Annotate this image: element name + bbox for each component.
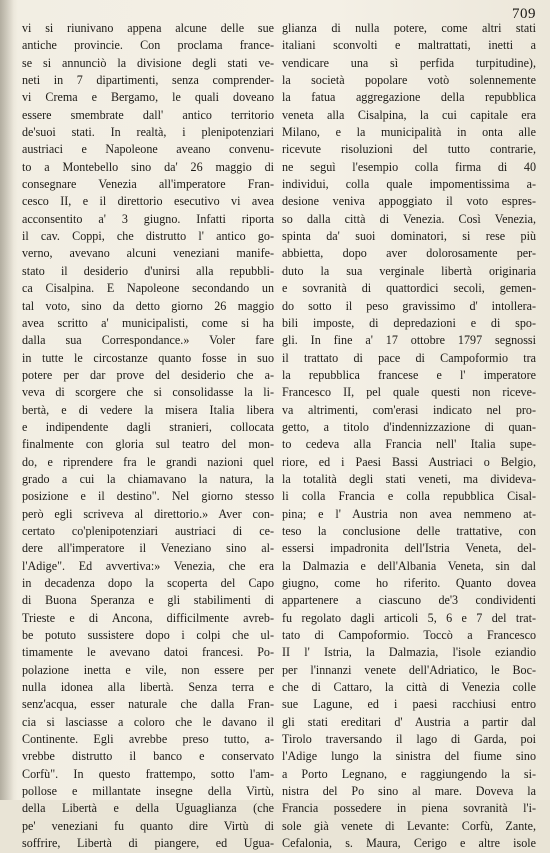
text-line: il cav. Coppi, che distrutto l' antico go-: [22, 229, 274, 244]
text-line: fu regolato dagli articoli 5, 6 e 7 del trat-: [282, 610, 536, 625]
text-line: Francesco II, pel quale questi non riceve-: [282, 385, 536, 400]
text-line: timamente le avevano datoi francesi. Po-: [22, 645, 274, 660]
left-text-column: [22, 20, 274, 853]
text-line: essersi impadronita dell'Istria Veneta, del-: [282, 541, 536, 556]
text-line: verno, avevano alcuni veneziani manife-: [22, 246, 274, 261]
text-line: pe' veneziani fu quanto dire Virtù di: [22, 818, 274, 833]
text-line: Trieste e di Ancona, difficilmente avreb-: [22, 610, 274, 625]
text-line: l'Adige". Ed avvertiva:» Venezia, che era: [22, 558, 274, 573]
text-line: Tirolo traversando il lago di Garda, poi: [282, 732, 536, 747]
text-line: II l' Istria, la Dalmazia, l'isole eziandio: [282, 645, 536, 660]
text-line: de'suoi stati. In realtà, i plenipotenziari: [22, 125, 274, 140]
text-line: certato co'plenipotenziari austriaci di ce-: [22, 523, 274, 538]
text-line: ricevute risoluzioni del tutto contrarie,: [282, 142, 536, 157]
text-line: senz'acqua, esser naturale che dalla Fran-: [22, 697, 274, 712]
text-line: vendicare una sì perfida turpitudine),: [282, 55, 536, 70]
text-line: so dalla città di Venezia. Così Venezia,: [282, 211, 536, 226]
text-line: nistra del Po sino al mare. Doveva la: [282, 784, 536, 799]
text-line: Francia possedere in piena sovranità l'i-: [282, 801, 536, 816]
text-line: tato di Campoformio. Toccò a Francesco: [282, 628, 536, 643]
text-line: vrebbe distrutto il banco e conservato: [22, 749, 274, 764]
text-line: Milano, e la municipalità in onta alle: [282, 125, 536, 140]
text-line: individui, colla quale impomentissima a-: [282, 177, 536, 192]
text-line: il trattato di pace di Campoformio tra: [282, 350, 536, 365]
text-line: la Dalmazia e dell'Albania Veneta, sin dal: [282, 558, 536, 573]
right-text-column: [282, 20, 536, 853]
text-line: la società popolare votò solennemente: [282, 73, 536, 88]
text-line: va altrimenti, com'erasi indicato nel pro-: [282, 402, 536, 417]
text-line: austriaci e Napoleone aveano convenu-: [22, 142, 274, 157]
text-line: vi Crema e Bergamo, le quali doveano: [22, 90, 274, 105]
text-line: to a Montebello sino da' 26 maggio di: [22, 159, 274, 174]
text-line: giugno, come ho riferito. Quanto dovea: [282, 576, 536, 590]
text-line: di Buona Speranza e gli stabilimenti di: [22, 593, 274, 608]
text-line: to cedeva alla Francia nell' Italia supe-: [282, 437, 536, 452]
text-line: posizione e il destino". Nel giorno stesso: [22, 489, 274, 504]
text-line: neti in 7 dipartimenti, senza comprender-: [22, 73, 274, 88]
text-line: la fatua aggregazione della repubblica: [282, 90, 536, 105]
text-line: nulla idonea alla libertà. Senza terra e: [22, 680, 274, 695]
text-line: Corfù". In questo frattempo, sotto l'am-: [22, 766, 274, 781]
text-line: stato il desiderio d'unirsi alla repubbli-: [22, 263, 274, 278]
text-line: la totalità degli stati veneti, ma divideva-: [282, 471, 536, 486]
text-line: duto la sua verginale libertà originaria: [282, 263, 536, 278]
text-line: ca Cisalpina. E Napoleone secondando un: [22, 281, 274, 296]
text-line: pina; e l' Austria non avea nemmeno at-: [282, 506, 536, 521]
text-line: acconsentito a' 3 giugno. Infatti riporta: [22, 211, 274, 226]
text-line: dalla sua Correspondance.» Voler fare: [22, 333, 274, 348]
text-line: l'Adige lungo la sinistra del fiume sino: [282, 749, 536, 764]
text-line: sue Lagune, ed i paesi racchiusi entro: [282, 697, 536, 712]
text-line: della Libertà e della Uguaglianza (che: [22, 801, 274, 816]
text-line: riore, ed i Paesi Bassi Austriaci o Belgio,: [282, 454, 536, 469]
text-line: gli. In fine a' 17 ottobre 1797 segnossi: [282, 333, 536, 348]
text-line: in decadenza dopo la scoperta del Capo: [22, 576, 274, 590]
text-line: veneta alla Cisalpina, la cui capitale era: [282, 107, 536, 122]
text-line: cesco II, e il direttorio esecutivo vi avea: [22, 194, 274, 209]
text-line: grado a cui la chiamavano la natura, la: [22, 471, 274, 486]
text-line: dere all'imperatore il Veneziano sino al-: [22, 541, 274, 556]
text-line: la repubblica francese e l' imperatore: [282, 367, 536, 382]
text-line: pollose e millantate insegne della Virtù,: [22, 784, 274, 799]
text-line: ne seguì l'esempio colla firma di 40: [282, 159, 536, 174]
text-line: che di Cattaro, la città di Venezia colle: [282, 680, 536, 695]
text-line: se si annunciò la divisione degli stati ve-: [22, 55, 274, 70]
text-line: bertà, e di vedere la misera Italia libera: [22, 402, 274, 417]
text-line: Continente. Egli avrebbe preso tutto, a-: [22, 732, 274, 747]
text-line: italiani sconvolti e maltrattati, inetti a: [282, 38, 536, 53]
text-line: spinta da' suoi dominatori, si rese più: [282, 229, 536, 244]
text-line: avea scritto a' municipalisti, come si ha: [22, 315, 274, 330]
text-line: finalmente con gloria sul teatro del mon-: [22, 437, 274, 452]
text-line: vi si riunivano appena alcune delle sue: [22, 21, 274, 35]
text-line: però egli scriveva al direttorio.» Aver con-: [22, 506, 274, 521]
text-line: abbietta, dopo aver dolorosamente per-: [282, 246, 536, 261]
text-line: sole già venete di Levante: Corfù, Zante,: [282, 818, 536, 833]
text-line: tal voto, sino da detto giorno 26 maggio: [22, 298, 274, 313]
text-line: getto, a titolo d'indennizzazione di quan-: [282, 419, 536, 434]
text-line: veva di scorgere che si consolidasse la li-: [22, 385, 274, 400]
text-line: antiche provincie. Con proclama france-: [22, 38, 274, 53]
text-line: desione veniva appoggiato il voto espres-: [282, 194, 536, 209]
page-number: 709: [512, 6, 536, 22]
text-line: polazione inetta e vile, non essere per: [22, 662, 274, 677]
text-line: essere smembrate dall' antico territorio: [22, 107, 274, 122]
text-line: in tutte le circostanze quanto fosse in suo: [22, 350, 274, 365]
text-line: appartenere a ciascuno de'3 condividenti: [282, 593, 536, 608]
text-line: teso la conclusione delle trattative, con: [282, 523, 536, 538]
text-line: bili imposte, di depredazioni e di spo-: [282, 315, 536, 330]
text-line: cia si lasciasse a coloro che le davano il: [22, 714, 274, 729]
text-line: glianza di nulla potere, come altri stati: [282, 21, 536, 35]
text-line: e indipendente dagli stranieri, collocata: [22, 419, 274, 434]
text-line: be potuto sussistere dopo i colpi che ul-: [22, 628, 274, 643]
text-line: a Porto Legnano, e raggiungendo la si-: [282, 766, 536, 781]
binding-shadow: [0, 0, 14, 800]
text-line: li colla Francia e colla repubblica Cisal-: [282, 489, 536, 504]
text-line: potere per dar prove del desiderio che a-: [22, 367, 274, 382]
text-line: per l'innanzi venete dell'Adriatico, le Boc-: [282, 662, 536, 677]
text-line: consegnare Venezia all'imperatore Fran-: [22, 177, 274, 192]
text-line: e sovranità di quattordici secoli, gemen-: [282, 281, 536, 296]
text-line: soffrire, Libertà di piangere, ed Ugua-: [22, 836, 274, 851]
text-line: Cefalonia, s. Maura, Cerigo e altre isole: [282, 836, 536, 851]
text-line: do sotto il peso gravissimo d' intollera-: [282, 298, 536, 313]
text-line: gli stati ereditari d' Austria a partir dal: [282, 714, 536, 729]
text-line: do, e riprendere fra le grandi nazioni quel: [22, 454, 274, 469]
